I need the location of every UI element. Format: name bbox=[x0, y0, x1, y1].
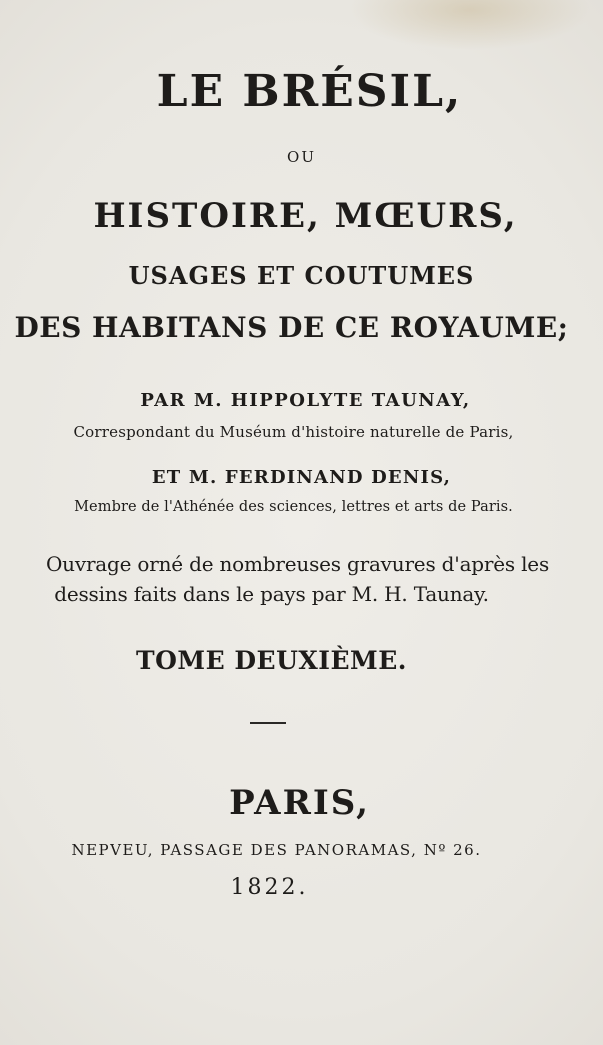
author-1-name: PAR M. HIPPOLYTE TAUNAY, bbox=[140, 390, 471, 411]
subtitle-line-3: DES HABITANS DE CE ROYAUME; bbox=[14, 311, 569, 344]
volume-label: TOME DEUXIÈME. bbox=[136, 646, 407, 675]
illustration-note-line-1: Ouvrage orné de nombreuses gravures d'après les bbox=[45, 552, 550, 576]
title-conjunction: OU bbox=[287, 148, 316, 166]
author-1-role: Correspondant du Muséum d'histoire naturelle de Paris, bbox=[73, 423, 514, 441]
imprint-city: PARIS, bbox=[229, 783, 370, 823]
divider-rule bbox=[250, 722, 286, 724]
imprint-year: 1822. bbox=[230, 875, 309, 900]
illustration-note-line-2: dessins faits dans le pays par M. H. Taunay. bbox=[54, 582, 489, 606]
main-title: LE BRÉSIL, bbox=[156, 66, 463, 117]
imprint-publisher: NEPVEU, PASSAGE DES PANORAMAS, Nº 26. bbox=[71, 841, 482, 859]
author-2-role: Membre de l'Athénée des sciences, lettres et arts de Paris. bbox=[74, 499, 513, 515]
subtitle-line-1: HISTOIRE, MŒURS, bbox=[93, 196, 518, 236]
subtitle-line-2: USAGES ET COUTUMES bbox=[128, 261, 475, 290]
author-2-name: ET M. FERDINAND DENIS, bbox=[151, 467, 452, 488]
